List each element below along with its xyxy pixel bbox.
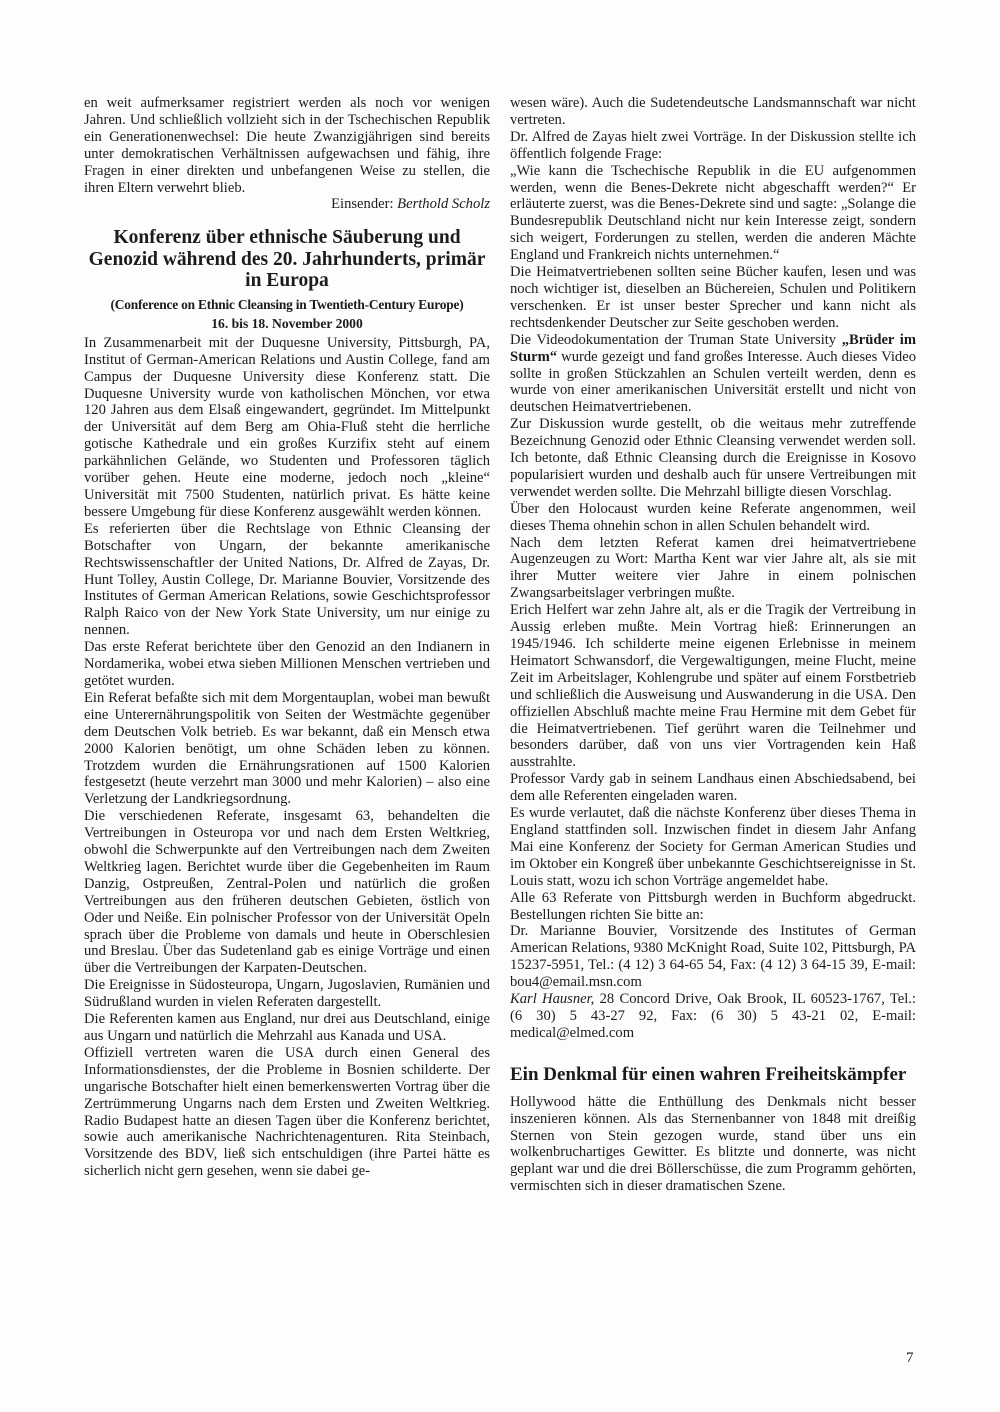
contact-bouvier: Dr. Marianne Bouvier, Vorsitzende des Institutes of German American Relations, 9380 McKnight Road, Suite 102, Pittsburgh, PA 15237-5951, Tel.: (4 12) 3 64-65 54, Fax: (4 12) 3 64-15 39, E-mail: bou4@email.msn.com — [510, 923, 916, 991]
quote-paragraph: „Wie kann die Tschechische Republik in die EU aufgenommen werden, wenn die Benes-Dekrete nicht abgeschafft werden?“ Er erläuterte zuerst, was die Benes-Dekrete sind und sagte: „Solange die Bundesrepublik Deutschland nicht nur kein Interesse zeigt, sondern sich weigert, Forderungen zu stellen, werden die anderen Mächte England und Frankreich nichts unternehmen.“ — [510, 162, 916, 264]
body-paragraph: Dr. Alfred de Zayas hielt zwei Vorträge. In der Diskussion stellte ich öffentlich folgende Frage: — [510, 128, 916, 162]
body-paragraph: Über den Holocaust wurden keine Referate angenommen, weil dieses Thema ohnehin schon in allen Schulen behandelt wird. — [510, 500, 916, 534]
video-title: „Brüder im Sturm“ — [510, 331, 916, 365]
contact-hausner — [510, 991, 916, 1042]
video-text-before: Die Videodokumentation der Truman State University — [510, 331, 842, 348]
signature-line — [84, 196, 490, 213]
body-paragraph: Die Heimatvertriebenen sollten seine Bücher kaufen, lesen und was noch wichtiger ist, dieselben an Büchereien, Schulen und Politikern verschenken. Er ist unser bester Sprecher und kann nicht als rechtsdenkender Deutscher zur Seite geschoben werden. — [510, 264, 916, 331]
body-paragraph: Es wurde verlautet, daß die nächste Konferenz über dieses Thema in England stattfinden soll. Inzwischen findet in diesem Jahr Anfang Mai eine Konferenz der Society for German American Studies und im Oktober ein Kongreß über unbekannte Geschichtsereignisse in St. Louis statt, wozu ich schon Vorträge angemeldet habe. — [510, 805, 916, 889]
intro-paragraph: en weit aufmerksamer registriert werden als noch vor wenigen Jahren. Und schließlich vollzieht sich in der Tschechischen Republik ein Generationenwechsel: Die heute Zwanzigjährigen sind bereits unter demokratischen Verhältnissen aufgewachsen und fähig, ihre Fragen in einer direkten und unbefangenen Weise zu stellen, die ihren Eltern verwehrt blieb. — [84, 95, 490, 196]
page-number: 7 — [906, 1350, 914, 1366]
body-paragraph: Das erste Referat berichtete über den Genozid an den Indianern in Nordamerika, wobei etwa sieben Millionen Menschen vertrieben und getötet wurden. — [84, 639, 490, 689]
video-paragraph — [510, 332, 916, 417]
article-date: 16. bis 18. November 2000 — [211, 315, 363, 331]
signature-label: Einsender: — [331, 196, 398, 213]
body-paragraph: Alle 63 Referate von Pittsburgh werden in Buchform abgedruckt. Bestellungen richten Sie bitte an: — [510, 889, 916, 923]
contact-details: 28 Concord Drive, Oak Brook, IL 60523-1767, Tel.: (6 30) 5 43-27 92, Fax: (6 30) 5 43-21 02, E-mail: medical@elmed.com — [510, 991, 916, 1041]
body-paragraph: Die verschiedenen Referate, insgesamt 63, behandelten die Vertreibungen in Osteuropa vor und nach dem Ersten Weltkrieg, obwohl die Schwerpunkte auf den Vertreibungen nach dem Zweiten Weltkrieg lagen. Berichtet wurde über die Gegebenheiten im Raum Danzig, Ostpreußen, Zentral-Polen und natürlich die großen Vertreibungen aus den früheren deutschen Gebieten, östlich von Oder und Neiße. Ein polnischer Professor von der Universität Opeln sprach über die Probleme von damals und heute in Oberschlesien und Breslau. Über das Sudetenland gab es einige Vorträge und einen über die Vertreibungen der Karpaten-Deutschen. — [84, 808, 490, 977]
left-column — [84, 95, 490, 1180]
body-paragraph: Erich Helfert war zehn Jahre alt, als er die Tragik der Vertreibung in Aussig erleben mußte. Mein Vortrag hieß: Erinnerungen an 1945/1946. Ich schilderte meine eigenen Erlebnisse in meinem Heimatort Schwansdorf, die Vergewaltigungen, meine Flucht, meine Zeit im Arbeitslager, Kohlengrube und später auf einem Forstbetrieb und schließlich die Ausweisung und Auswanderung in die USA. Den offiziellen Abschluß machte meine Frau Hermine mit dem Gebet für die Heimatvertriebenen. Tief gerührt waren die Teilnehmer und besonders darüber, daß von uns vier Vortragenden kein Haß ausstrahlte. — [510, 602, 916, 771]
section-heading: Ein Denkmal für einen wahren Freiheitskämpfer — [510, 1063, 907, 1085]
body-paragraph: Die Referenten kamen aus England, nur drei aus Deutschland, einige aus Ungarn und natürlich die Mehrzahl aus Kanada und USA. — [84, 1011, 490, 1044]
body-paragraph: wesen wäre). Auch die Sudetendeutsche Landsmannschaft war nicht vertreten. — [510, 95, 916, 128]
body-paragraph: Nach dem letzten Referat kamen drei heimatvertriebene Augenzeugen zu Wort: Martha Kent war vier Jahre alt, als sie mit ihrer Mutter weitere vier Jahre in einem polnischen Zwangsarbeitslager verbringen mußte. — [510, 534, 916, 602]
body-paragraph: Zur Diskussion wurde gestellt, ob die weitaus mehr zutreffende Bezeichnung Genozid oder Ethnic Cleansing verwendet werden soll. Ich betonte, daß Ethnic Cleansing durch die Ereignisse in Kosovo popularisiert wurden und deshalb auch für unsere Vertreibungen mit verwendet werden sollte. Die Mehrzahl billigte diesen Vorschlag. — [510, 416, 916, 500]
body-paragraph: Die Ereignisse in Südosteuropa, Ungarn, Jugoslavien, Rumänien und Südrußland wurden in vielen Referaten dargestellt. — [84, 977, 490, 1011]
article-subtitle: (Conference on Ethnic Cleansing in Twentieth-Century Europe) — [110, 296, 464, 312]
body-paragraph: Hollywood hätte die Enthüllung des Denkmals nicht besser inszenieren können. Als das Sternenbanner von 1848 mit dreißig Sternen von Stein gezogen wurde, stand über uns ein wolkenbruchartiges Gewitter. Es blitzte und donnerte, was nicht geplant war und die drei Böllerschüsse, die zum Programm gehörten, vermischten sich in dieser dramatischen Szene. — [510, 1093, 916, 1195]
body-paragraph: Ein Referat befaßte sich mit dem Morgentauplan, wobei man bewußt eine Unterernährungspolitik von Seiten der Westmächte gegenüber dem Deutschen Volk betrieb. Es war bekannt, daß ein Mensch etwa 2000 Kalorien benötigt, um ohne Schäden leben zu können. Trotzdem wurden die Ernährungsrationen auf 1500 Kalorien festgesetzt (heute verzehrt man 3000 und mehr Kalorien) – also eine Verletzung der Landkriegsordnung. — [84, 689, 490, 808]
contact-name: Karl Hausner, — [510, 991, 595, 1008]
right-column — [510, 95, 916, 1195]
article-title: Konferenz über ethnische Säuberung und Genozid während des 20. Jahrhunderts, primär in Europa — [88, 227, 486, 292]
signature-name: Berthold Scholz — [397, 196, 490, 213]
body-paragraph: Offiziell vertreten waren die USA durch einen General des Informationsdienstes, der die Probleme in Bosnien schilderte. Der ungarische Botschafter hielt einen bemerkenswerten Vortrag über die Zertrümmerung Ungarns nach dem Ersten und Zweiten Weltkrieg. Radio Budapest hatte an diesen Tagen über die Konferenz berichtet, sowie auch amerikanische Nachrichtenagenturen. Rita Steinbach, Vorsitzende des BDV, ließ sich entschuldigen (ihre Partei hätte es sicherlich nicht gern gesehen, wenn sie dabei ge- — [84, 1044, 490, 1180]
body-paragraph: In Zusammenarbeit mit der Duquesne University, Pittsburgh, PA, Institut of German-American Relations und Austin College, fand am Campus der Duquesne University diese Konferenz statt. Die Duquesne University wurde von katholischen Mönchen, vor etwa 120 Jahren aus dem Elsaß eingewandert, gegründet. Im Mittelpunkt der Universität auf dem Berg am Ohia-Fluß steht die herrliche gotische Kathedrale und ein großes Kurzifix steht auf einem parkähnlichen Gelände, wo Studenten und Professoren täglich vorüber gehen. Heute eine moderne, jedoch noch „kleine“ Universität mit 7500 Studenten, natürlich privat. Es hätte keine bessere Umgebung für diese Konferenz ausgewählt werden können. — [84, 334, 490, 520]
video-text-after: wurde gezeigt und fand großes Interesse. Auch dieses Video sollte in großen Stückzahlen an Schulen verteilt werden, denn es wurde von einer amerikanischen Universität erstellt und nicht von deutschen Heimatvertriebenen. — [510, 348, 916, 416]
body-paragraph: Es referierten über die Rechtslage von Ethnic Cleansing der Botschafter von Ungarn, der bekannte amerikanische Rechtswissenschaftler der United Nations, Dr. Alfred de Zayas, Dr. Hunt Tolley, Austin College, Dr. Marianne Bouvier, Vorsitzende des Institutes of German American Relations, sowie Geschichtsprofessor Ralph Raico von der New York State University, um nur einige zu nennen. — [84, 520, 490, 639]
body-paragraph: Professor Vardy gab in seinem Landhaus einen Abschiedsabend, bei dem alle Referenten eingeladen waren. — [510, 771, 916, 805]
